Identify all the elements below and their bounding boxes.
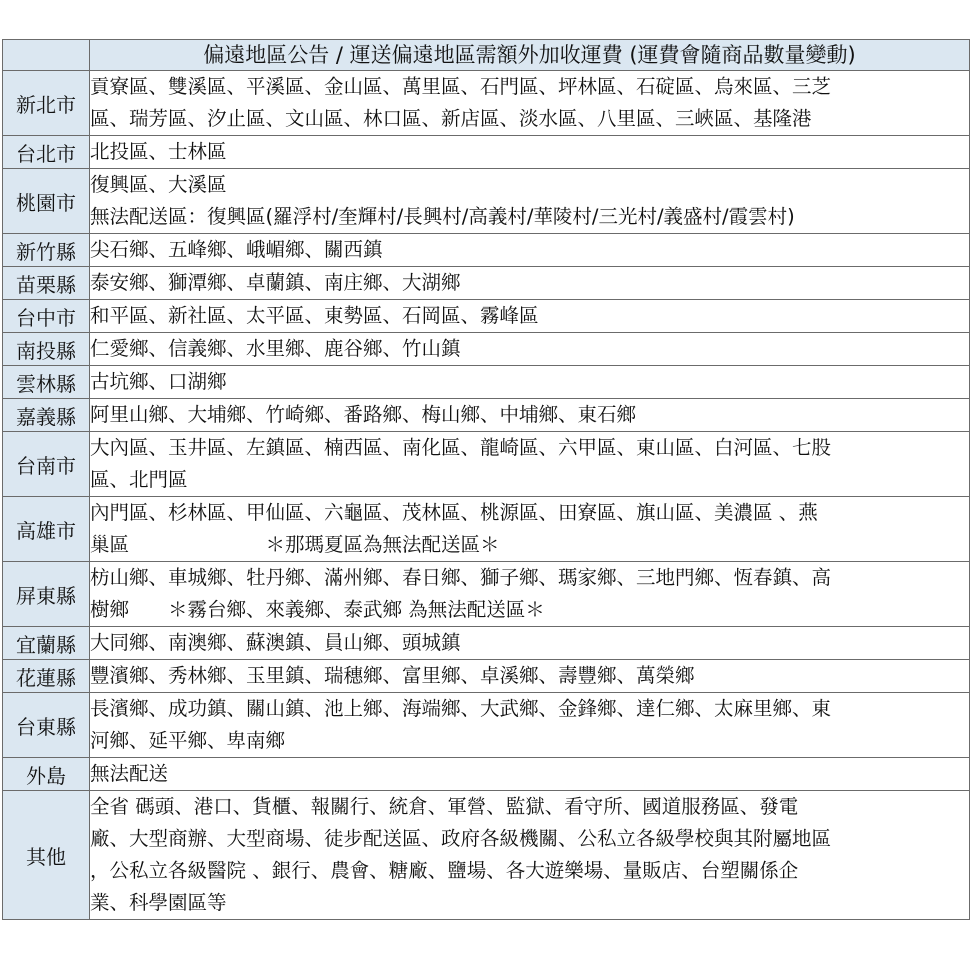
region-name-cell: 新北市	[3, 71, 90, 136]
table-row	[3, 136, 970, 169]
area-text-line: 尖石鄉、五峰鄉、峨嵋鄉、關西鎮	[90, 238, 383, 261]
table-row	[3, 758, 970, 791]
table-header-row	[3, 40, 970, 71]
region-name-cell: 台南市	[3, 432, 90, 497]
area-text-line: 業、科學園區等	[90, 891, 227, 914]
area-text-line: 廠、大型商辦、大型商場、徒步配送區、政府各級機關、公私立各級學校與其附屬地區	[90, 827, 832, 850]
region-name-cell: 台北市	[3, 136, 90, 169]
table-row	[3, 366, 970, 399]
table-row	[3, 693, 970, 758]
table-row	[3, 234, 970, 267]
table-row	[3, 497, 970, 562]
area-text-line: 貢寮區、雙溪區、平溪區、金山區、萬里區、石門區、坪林區、石碇區、烏來區、三芝	[90, 75, 832, 98]
region-name-cell: 花蓮縣	[3, 660, 90, 693]
table-row	[3, 660, 970, 693]
region-areas-cell	[90, 366, 970, 399]
region-name-cell: 台中市	[3, 300, 90, 333]
region-areas-cell	[90, 758, 970, 791]
area-text-line: 仁愛鄉、信義鄉、水里鄉、鹿谷鄉、竹山鎮	[90, 337, 461, 360]
region-name-cell: 其他	[3, 791, 90, 920]
remote-area-table	[2, 39, 970, 920]
area-text-line: 復興區、大溪區	[90, 173, 227, 196]
region-areas-cell	[90, 497, 970, 562]
area-text-line: 長濱鄉、成功鎮、關山鎮、池上鄉、海端鄉、大武鄉、金鋒鄉、達仁鄉、太麻里鄉、東	[90, 697, 832, 720]
region-areas-cell	[90, 267, 970, 300]
table-row	[3, 267, 970, 300]
region-areas-cell	[90, 136, 970, 169]
table-header-title: 偏遠地區公告 / 運送偏遠地區需額外加收運費 (運費會隨商品數量變動)	[90, 40, 970, 71]
area-text-line: 區、北門區	[90, 468, 188, 491]
region-name-cell: 高雄市	[3, 497, 90, 562]
area-text-line: ，公私立各級醫院 、銀行、農會、糖廠、鹽場、各大遊樂場、量販店、台塑關係企	[90, 859, 799, 882]
region-areas-cell	[90, 333, 970, 366]
region-areas-cell	[90, 693, 970, 758]
area-text-line: 大同鄉、南澳鄉、蘇澳鎮、員山鄉、頭城鎮	[90, 631, 461, 654]
region-areas-cell	[90, 627, 970, 660]
area-text-line: 樹鄉 ＊霧台鄉、來義鄉、泰武鄉 為無法配送區＊	[90, 598, 545, 621]
area-text-line: 枋山鄉、車城鄉、牡丹鄉、滿州鄉、春日鄉、獅子鄉、瑪家鄉、三地門鄉、恆春鎮、高	[90, 566, 832, 589]
table-row	[3, 169, 970, 234]
area-text-line: 無法配送區：復興區(羅浮村/奎輝村/長興村/高義村/華陵村/三光村/義盛村/霞雲村)	[90, 205, 795, 228]
area-text-line: 和平區、新社區、太平區、東勢區、石岡區、霧峰區	[90, 304, 539, 327]
header-corner-cell	[3, 40, 90, 71]
region-name-cell: 苗栗縣	[3, 267, 90, 300]
region-name-cell: 桃園市	[3, 169, 90, 234]
region-areas-cell	[90, 562, 970, 627]
table-row	[3, 71, 970, 136]
area-text-line: 北投區、士林區	[90, 140, 227, 163]
region-name-cell: 宜蘭縣	[3, 627, 90, 660]
region-name-cell: 台東縣	[3, 693, 90, 758]
region-areas-cell	[90, 234, 970, 267]
table-row	[3, 300, 970, 333]
region-areas-cell	[90, 791, 970, 920]
region-areas-cell	[90, 169, 970, 234]
area-text-line: 大內區、玉井區、左鎮區、楠西區、南化區、龍崎區、六甲區、東山區、白河區、七股	[90, 436, 832, 459]
region-name-cell: 雲林縣	[3, 366, 90, 399]
region-name-cell: 新竹縣	[3, 234, 90, 267]
table-row	[3, 627, 970, 660]
area-text-line: 巢區 ＊那瑪夏區為無法配送區＊	[90, 533, 500, 556]
table-row	[3, 562, 970, 627]
region-name-cell: 嘉義縣	[3, 399, 90, 432]
table-row	[3, 432, 970, 497]
region-areas-cell	[90, 432, 970, 497]
area-text-line: 無法配送	[90, 762, 169, 785]
table-body	[3, 40, 970, 920]
region-areas-cell	[90, 660, 970, 693]
table-row	[3, 399, 970, 432]
area-text-line: 泰安鄉、獅潭鄉、卓蘭鎮、南庄鄉、大湖鄉	[90, 271, 461, 294]
region-name-cell: 南投縣	[3, 333, 90, 366]
area-text-line: 區、瑞芳區、汐止區、文山區、林口區、新店區、淡水區、八里區、三峽區、基隆港	[90, 107, 812, 130]
area-text-line: 阿里山鄉、大埔鄉、竹崎鄉、番路鄉、梅山鄉、中埔鄉、東石鄉	[90, 403, 637, 426]
region-name-cell: 屏東縣	[3, 562, 90, 627]
table-row	[3, 333, 970, 366]
region-areas-cell	[90, 71, 970, 136]
table-row	[3, 791, 970, 920]
region-name-cell: 外島	[3, 758, 90, 791]
area-text-line: 古坑鄉、口湖鄉	[90, 370, 227, 393]
area-text-line: 內門區、杉林區、甲仙區、六龜區、茂林區、桃源區、田寮區、旗山區、美濃區 、燕	[90, 501, 818, 524]
region-areas-cell	[90, 300, 970, 333]
region-areas-cell	[90, 399, 970, 432]
area-text-line: 河鄉、延平鄉、卑南鄉	[90, 729, 286, 752]
area-text-line: 全省 碼頭、港口、貨櫃、報關行、統倉、軍營、監獄、看守所、國道服務區、發電	[90, 795, 799, 818]
area-text-line: 豐濱鄉、秀林鄉、玉里鎮、瑞穗鄉、富里鄉、卓溪鄉、壽豐鄉、萬榮鄉	[90, 664, 695, 687]
